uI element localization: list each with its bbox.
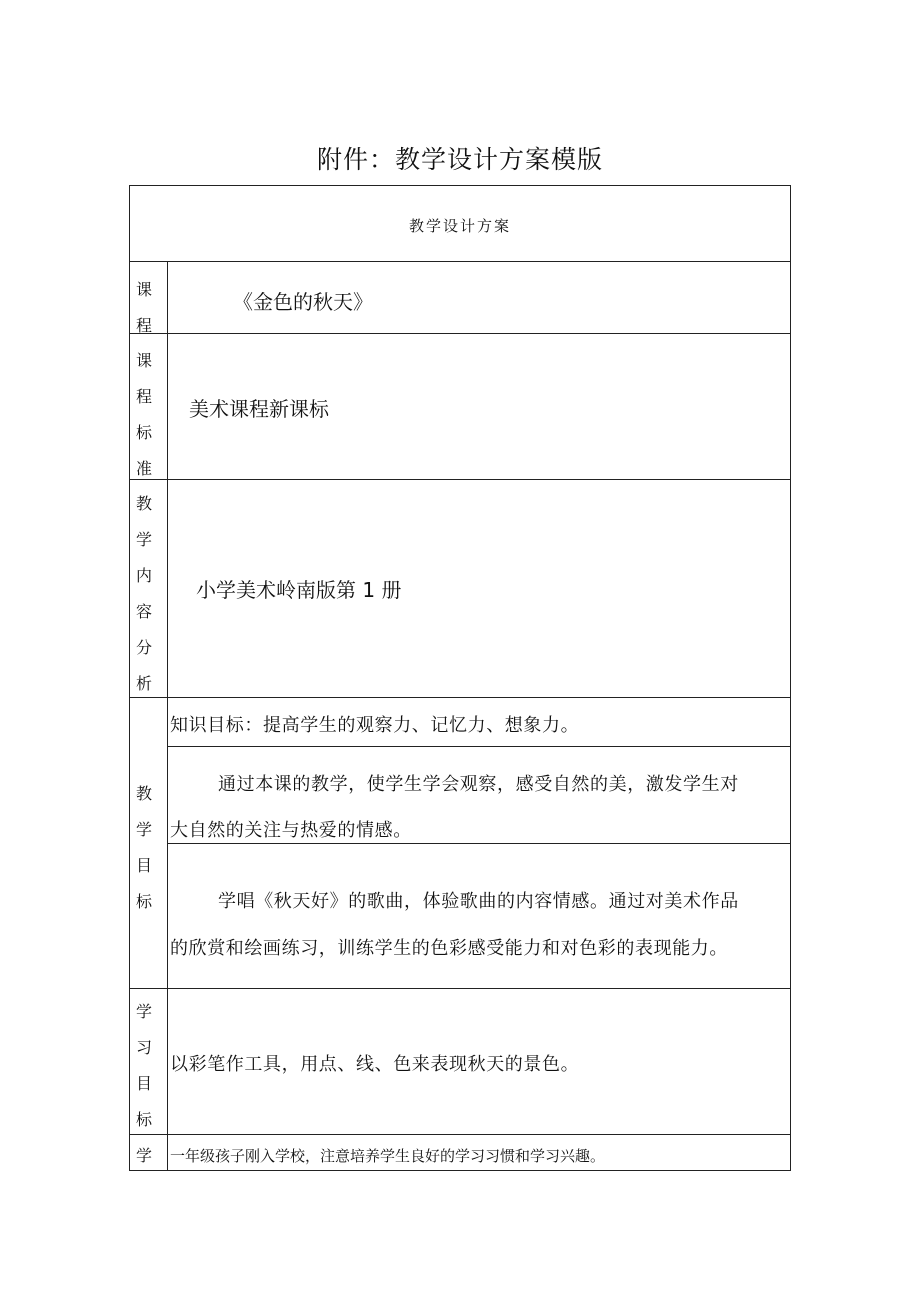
content-label: 教学内容分析 <box>135 494 152 693</box>
teaching-design-table <box>129 185 791 1171</box>
learner-value: 一年级孩子刚入学校，注意培养学生良好的学习习惯和学习兴趣。 <box>170 1147 606 1165</box>
row-divider <box>167 843 790 844</box>
goal-knowledge: 知识目标：提高学生的观察力、记忆力、想象力。 <box>170 715 580 736</box>
row-divider <box>130 988 790 989</box>
goal-emotion-line2: 大自然的关注与热爱的情感。 <box>170 820 412 841</box>
goal-emotion-line1: 通过本课的教学，使学生学会观察，感受自然的美，激发学生对 <box>218 774 739 795</box>
course-value: 《金色的秋天》 <box>233 290 373 314</box>
column-divider <box>167 261 168 1170</box>
row-divider <box>130 261 790 262</box>
learner-label: 学 <box>135 1146 152 1165</box>
row-divider <box>130 333 790 334</box>
goal-skill-line1: 学唱《秋天好》的歌曲，体验歌曲的内容情感。通过对美术作品 <box>218 891 739 912</box>
document-title: 附件：教学设计方案模版 <box>316 145 603 174</box>
row-divider <box>130 697 790 698</box>
content-value: 小学美术岭南版第 1 册 <box>196 578 402 602</box>
goal-skill-line2: 的欣赏和绘画练习，训练学生的色彩感受能力和对色彩的表现能力。 <box>170 938 728 959</box>
course-label: 课程 <box>135 280 152 335</box>
row-divider <box>167 746 790 747</box>
table-header: 教学设计方案 <box>408 217 511 235</box>
standard-value: 美术课程新课标 <box>189 397 329 421</box>
goals-label: 教学目标 <box>135 784 152 911</box>
learning-value: 以彩笔作工具，用点、线、色来表现秋天的景色。 <box>170 1054 580 1075</box>
standard-label: 课程标准 <box>135 351 152 478</box>
row-divider <box>130 479 790 480</box>
row-divider <box>130 1134 790 1135</box>
learning-label: 学习目标 <box>135 1002 152 1129</box>
